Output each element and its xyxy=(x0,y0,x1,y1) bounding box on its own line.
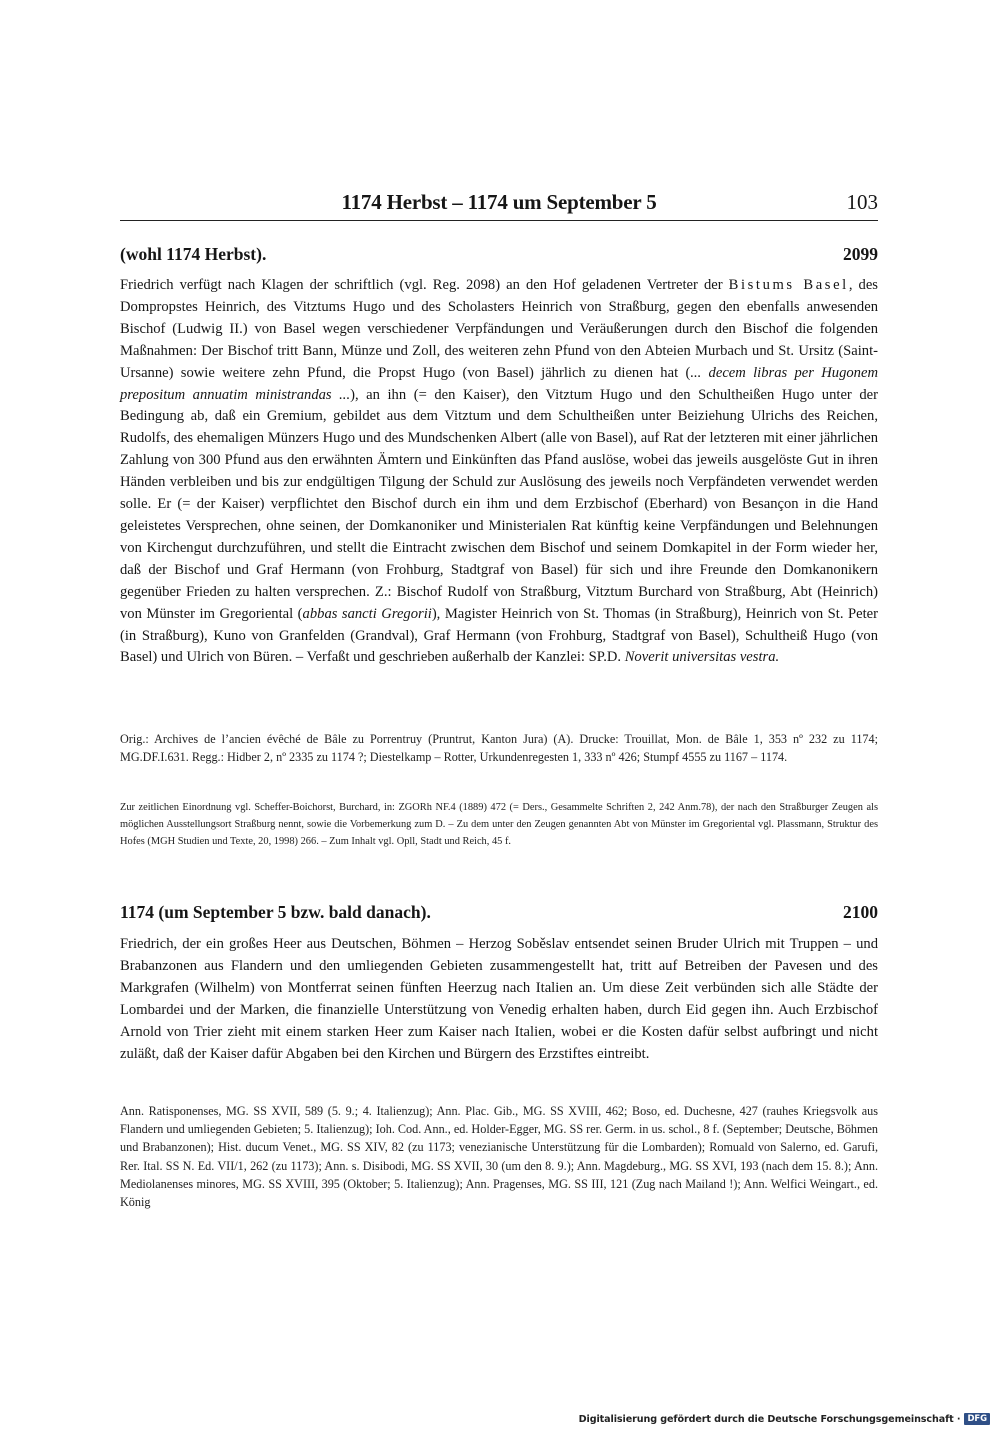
digitization-credit xyxy=(579,1413,990,1425)
page-number: 103 xyxy=(846,190,878,214)
page-title: 1174 Herbst – 1174 um September 5 xyxy=(341,190,657,214)
latin-quote: abbas sancti Gregorii xyxy=(302,605,432,622)
entry-date: 1174 (um September 5 bzw. bald danach). xyxy=(120,902,431,922)
comment-note-2099: Zur zeitlichen Einordnung vgl. Scheffer-Boichorst, Burchard, in: ZGORh NF.4 (1889) 472 (= Ders., Gesammelte Schriften 2, 242 Anm.78), der nach den Straßburger Zeugen als möglichen Ausstellungsort Straßburg nennt, sowie die Vorbemerkung zum D. – Zu dem unter den Zeugen genannten Abt von Münster im Gregoriental vgl. Plassmann, Struktur des Hofes (MGH Studien und Texte, 20, 1998) 266. – Zum Inhalt vgl. Opll, Stadt und Reich, 45 f. xyxy=(120,802,878,848)
regest-text-2099 xyxy=(120,275,878,669)
entry-number: 2100 xyxy=(843,902,878,922)
source-note-2100: Ann. Ratisponenses, MG. SS XVII, 589 (5. 9.; 4. Italienzug); Ann. Plac. Gib., MG. SS XVIII, 462; Boso, ed. Duchesne, 427 (rauhes Kriegsvolk aus Flandern und umliegenden Gebieten; 5. Italienzug); Ioh. Cod. Ann., ed. Holder-Egger, MG. SS rer. Germ. in us. schol., 8 f. (September; Deutsche, Böhmen und Brabanzonen); Hist. ducum Venet., MG. SS XIV, 82 (zu 1173; venezianische Unterstützung für die Lombarden); Romuald von Salerno, ed. Garufi, Rer. Ital. SS N. Ed. VII/1, 262 (zu 1173); Ann. s. Disibodi, MG. SS XVII, 30 (um den 8. 9.); Ann. Magdeburg., MG. SS XVI, 193 (nach dem 15. 8.); Ann. Mediolanenses minores, MG. SS XVIII, 395 (Oktober; 5. Italienzug); Ann. Pragenses, MG. SS III, 121 (Zug nach Mailand !); Ann. Welfici Weingart., ed. König xyxy=(120,1104,878,1210)
entry-date: (wohl 1174 Herbst). xyxy=(120,244,267,264)
regest-text-spaced: Bistums Basel xyxy=(728,277,849,293)
entry-heading-2099 xyxy=(120,244,878,270)
regest-text-part: ), an ihn (= den Kaiser), den Vitztum Hugo und den Schultheißen Hugo unter der Bedingung ab, daß ein Gremium, gebildet aus dem Vitztum und dem Schultheißen unter Beiziehung Ulrichs des Reichen, Rudolfs, des ehemaligen Münzers Hugo und des Mundschenken Albert (alle von Basel), auf Rat der letzteren mit einer jährlichen Zahlung von 300 Pfund aus den erwähnten Ämtern und Einkünften das Pfand auslöse, wobei das jeweils ausgelöste Gut in ihren Händen verbleiben und bis zur endgültigen Tilgung der Schuld zur Auslösung des jeweils noch Verpfändeten verwendet werden solle. Er (= der Kaiser) verpflichtet den Bischof durch ein ihm und dem Erzbischof (Eberhard) von Besançon in die Hand geleistetes Versprechen, ohne seinen, der Domkanoniker und Ministerialen Rat künftig keine Verpfändungen und Belehnungen von Kirchengut durchzuführen, und stellt die Eintracht zwischen dem Bischof und seinem Domkapitel in der Form wieder her, daß der Bischof und Graf Hermann (von Frohburg, Stadtgraf von Basel) für sich und ihre Freunde den Domkanonikern gegenüber Frieden zu halten versprechen. Z.: Bischof Rudolf von Straßburg, Vitztum Burchard von Straßburg, Abt (Heinrich) von Münster im Gregoriental ( xyxy=(120,386,878,622)
dfg-logo: DFG xyxy=(964,1413,990,1425)
source-note-2099: Orig.: Archives de l’ancien évêché de Bâle zu Porrentruy (Pruntrut, Kanton Jura) (A). Drucke: Trouillat, Mon. de Bâle 1, 353 nº 232 zu 1174; MG.DF.I.631. Regg.: Hidber 2, nº 2335 zu 1174 ?; Diestelkamp – Rotter, Urkundenregesten 1, 333 nº 426; Stumpf 4555 zu 1167 – 1174. xyxy=(120,732,878,765)
regest-text-part: , des Dompropstes Heinrich, des Vitztums Hugo und des Scholasters Heinrich von Straßburg, gegen den ebenfalls anwesenden Bischof (Ludwig II.) von Basel wegen verschiedener Verpfändungen und Veräußerungen durch den Bischof die folgenden Maßnahmen: Der Bischof tritt Bann, Münze und Zoll, des weiteren zehn Pfund von den Abteien Murbach und St. Ursitz (Saint-Ursanne) sowie weitere zehn Pfund, die Propst Hugo (von Basel) jährlich zu dienen hat ( xyxy=(120,277,878,381)
entry-heading-2100 xyxy=(120,902,878,928)
entry-number: 2099 xyxy=(843,244,878,264)
regest-text-part: Friedrich verfügt nach Klagen der schriftlich (vgl. Reg. 2098) an den Hof geladenen Vertreter der xyxy=(120,277,729,293)
latin-quote: ... decem libras per Hugonem prepositum annuatim ministrandas ... xyxy=(120,364,878,403)
regest-text-2100: Friedrich, der ein großes Heer aus Deutschen, Böhmen – Herzog Soběslav entsendet seinen Bruder Ulrich mit Truppen – und Brabanzonen aus Flandern und den umliegenden Gebieten zusammengestellt hat, tritt auf Betreiben der Pavesen und des Markgrafen (Wilhelm) von Montferrat seinen fünften Heerzug nach Italien an. Um diese Zeit verbünden sich alle Städte der Lombardei und der Marken, die finanzielle Unterstützung von Venedig erhalten haben, durch Eid gegen ihn. Auch Erzbischof Arnold von Trier zieht mit einem starken Heer zum Kaiser nach Italien, wobei er die Kosten dafür selbst aufbringt und nicht zuläßt, daß der Kaiser dafür Abgaben bei den Kirchen und Bürgern des Erzstiftes eintreibt. xyxy=(120,936,878,1062)
latin-quote: Noverit universitas vestra. xyxy=(624,649,780,666)
credit-text: Digitalisierung gefördert durch die Deutsche Forschungsgemeinschaft · xyxy=(578,1414,961,1425)
regest-text-part: ), Magister Heinrich von St. Thomas (in Straßburg), Heinrich von St. Peter (in Straßburg), Kuno von Granfelden (Grandval), Graf Hermann (von Frohburg, Stadtgraf von Basel), Schultheiß Hugo (von Basel) und Ulrich von Büren. – Verfaßt und geschrieben außerhalb der Kanzlei: SP.D. xyxy=(120,605,878,666)
running-header xyxy=(120,188,878,221)
